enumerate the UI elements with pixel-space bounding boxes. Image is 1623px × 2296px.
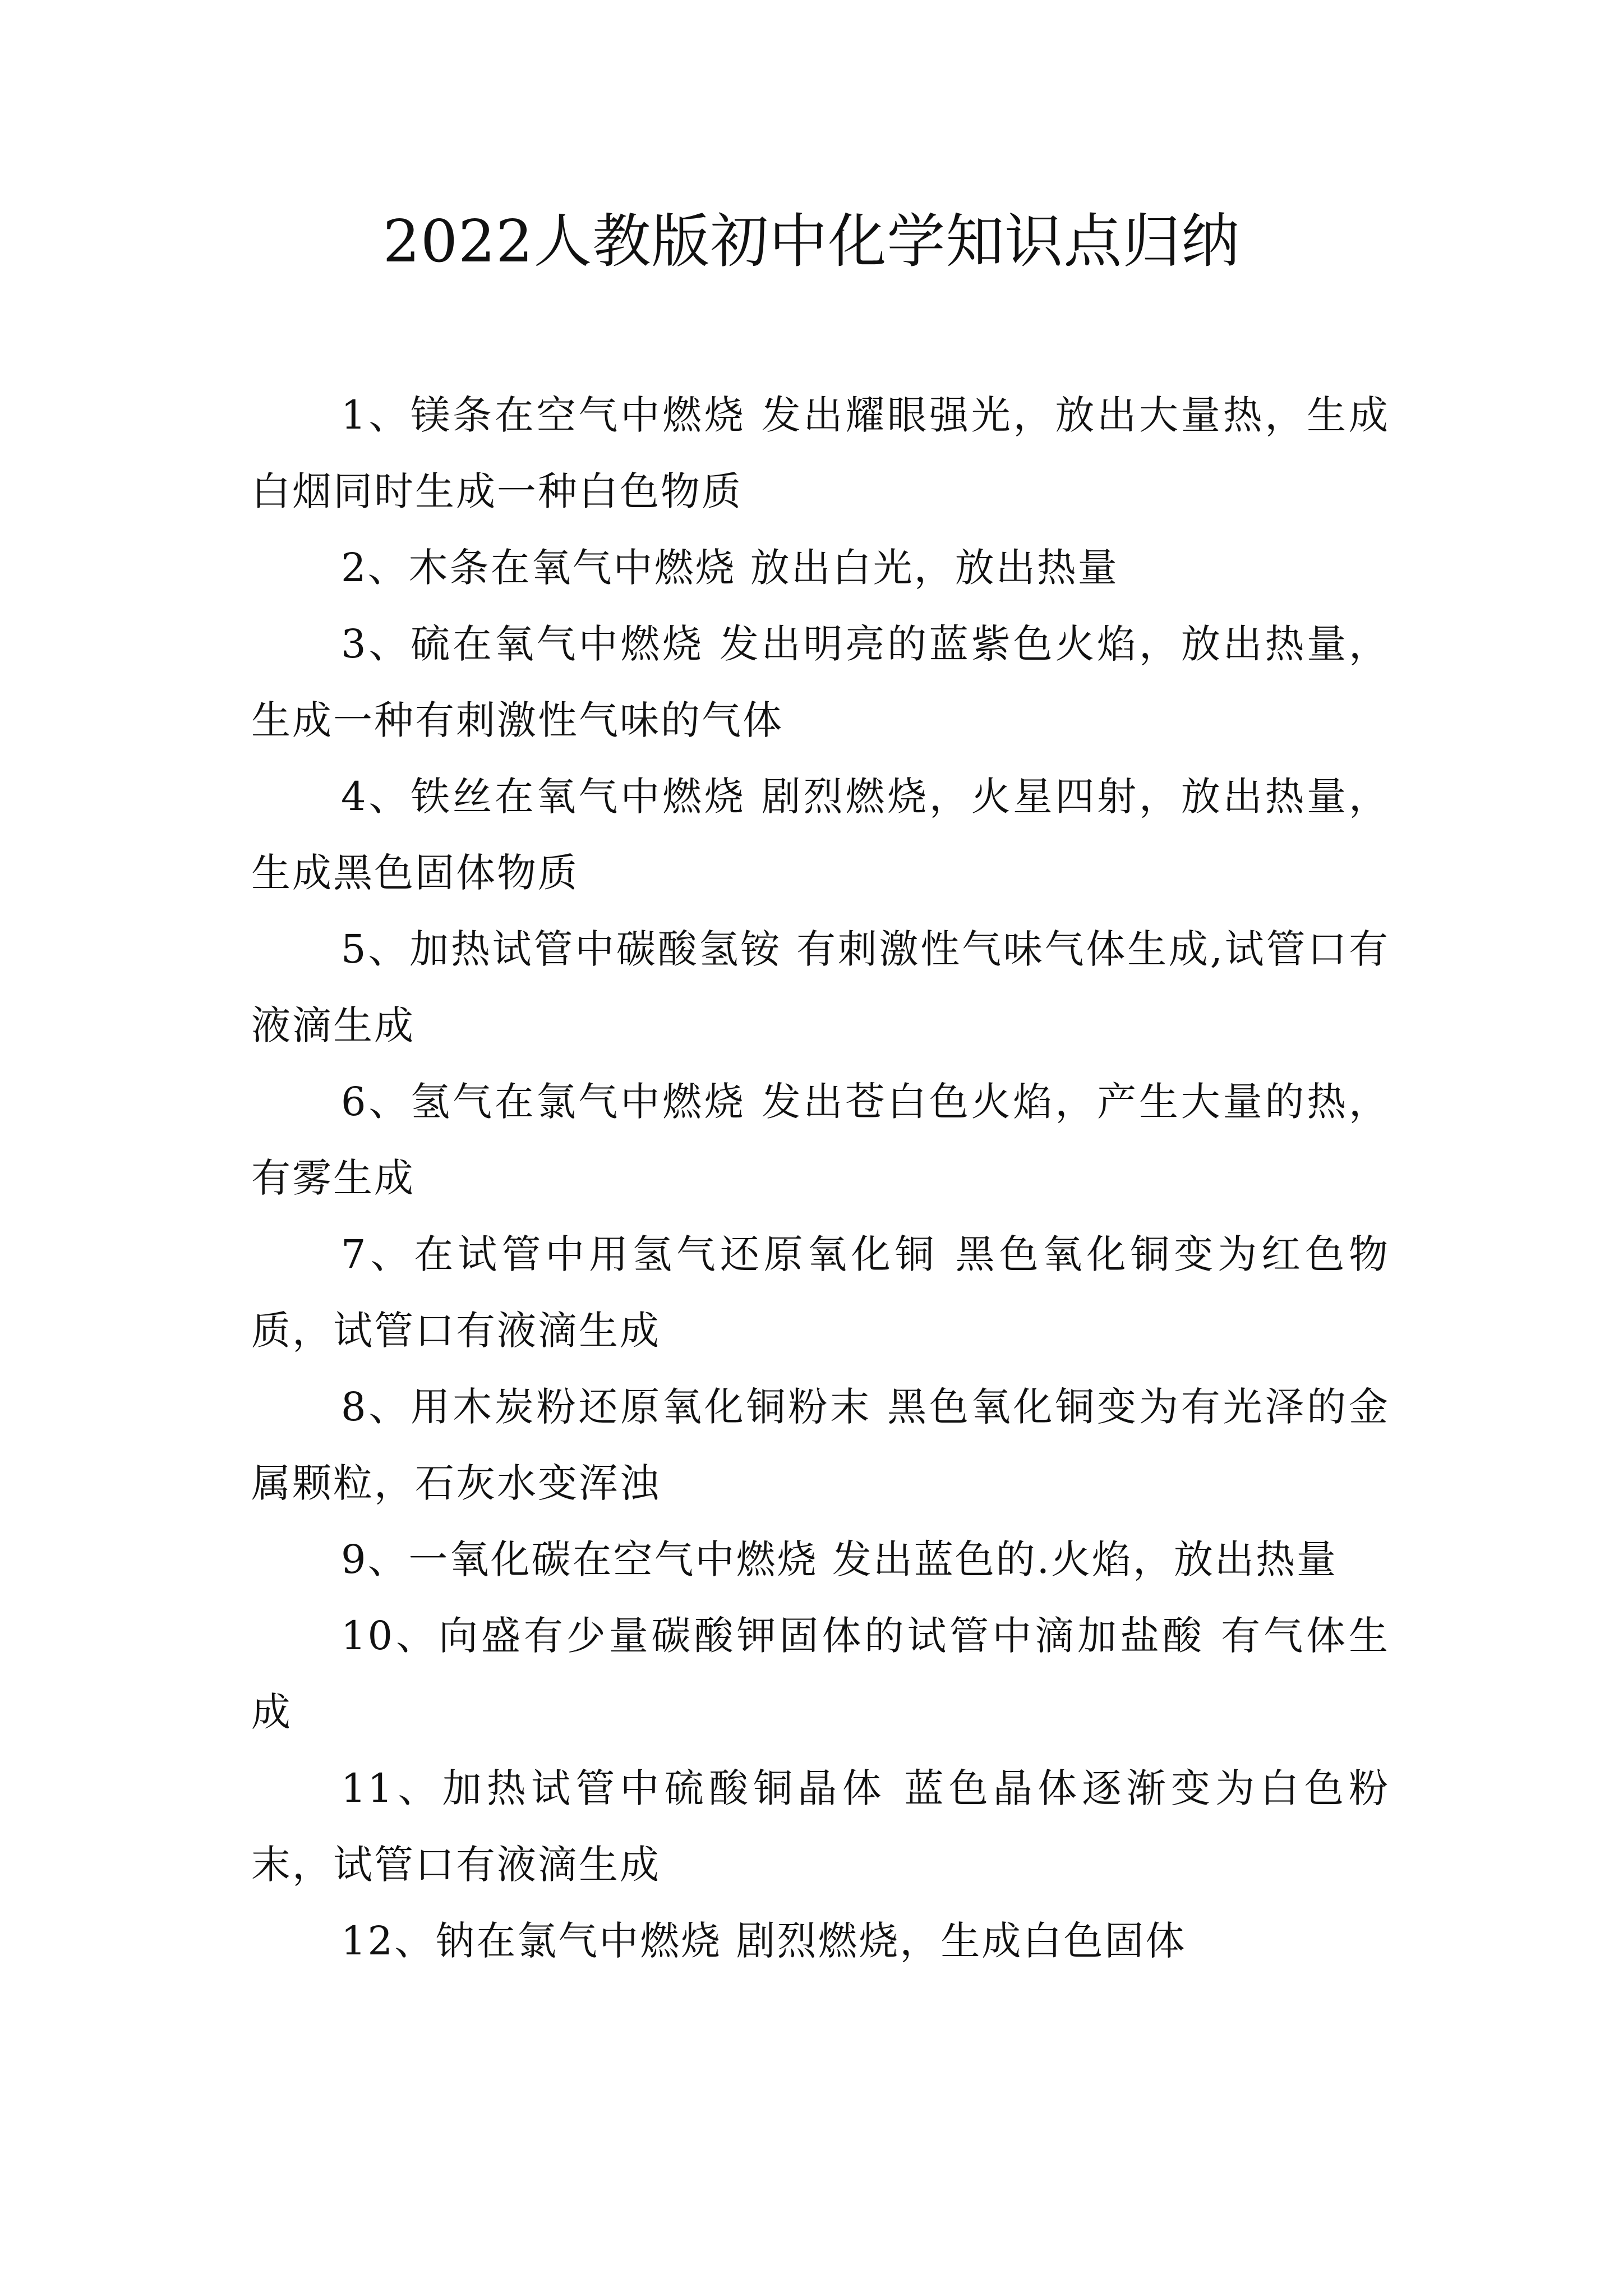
list-item: 3、硫在氧气中燃烧 发出明亮的蓝紫色火焰，放出热量，生成一种有刺激性气味的气体 bbox=[251, 621, 1390, 743]
list-item: 1、镁条在空气中燃烧 发出耀眼强光，放出大量热，生成白烟同时生成一种白色物质 bbox=[251, 392, 1390, 514]
document-body bbox=[251, 377, 1390, 1979]
list-item: 10、向盛有少量碳酸钾固体的试管中滴加盐酸 有气体生成 bbox=[251, 1613, 1390, 1735]
list-item: 4、铁丝在氧气中燃烧 剧烈燃烧，火星四射，放出热量，生成黑色固体物质 bbox=[251, 774, 1390, 896]
list-item: 5、加热试管中碳酸氢铵 有刺激性气味气体生成,试管口有液滴生成 bbox=[251, 926, 1390, 1048]
list-item: 2、木条在氧气中燃烧 放出白光，放出热量 bbox=[341, 545, 1119, 591]
list-item: 8、用木炭粉还原氧化铜粉末 黑色氧化铜变为有光泽的金属颗粒，石灰水变浑浊 bbox=[251, 1384, 1390, 1506]
list-item: 9、一氧化碳在空气中燃烧 发出蓝色的.火焰，放出热量 bbox=[341, 1536, 1338, 1582]
list-item: 11、加热试管中硫酸铜晶体 蓝色晶体逐渐变为白色粉末，试管口有液滴生成 bbox=[251, 1765, 1390, 1888]
list-item: 7、在试管中用氢气还原氧化铜 黑色氧化铜变为红色物质，试管口有液滴生成 bbox=[251, 1231, 1390, 1354]
list-item: 12、钠在氯气中燃烧 剧烈燃烧，生成白色固体 bbox=[341, 1918, 1187, 1964]
list-item: 6、氢气在氯气中燃烧 发出苍白色火焰，产生大量的热，有雾生成 bbox=[251, 1079, 1390, 1201]
document-title: 2022人教版初中化学知识点归纳 bbox=[382, 207, 1241, 275]
